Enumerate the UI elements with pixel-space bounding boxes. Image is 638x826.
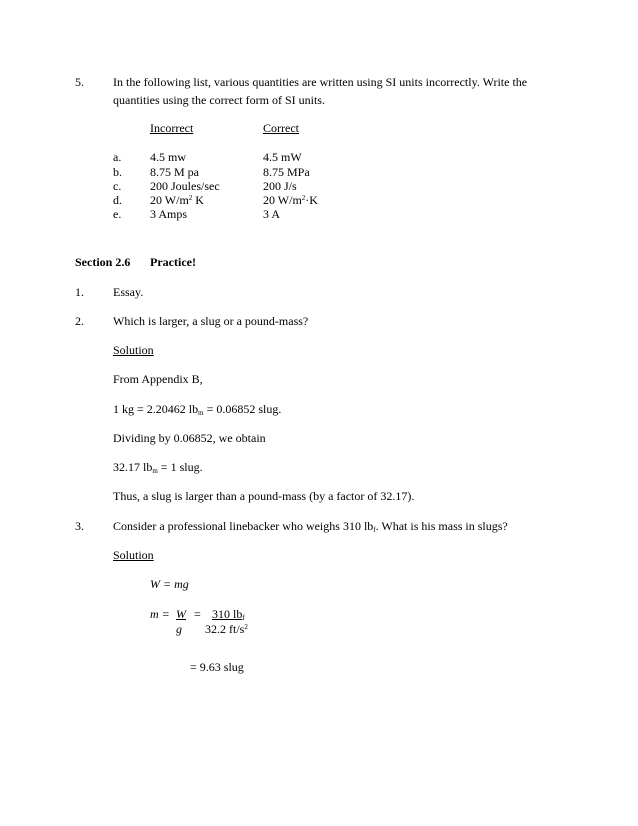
row-label: c. <box>113 179 122 193</box>
fraction-denominator-g: g <box>176 622 182 636</box>
row-incorrect: 3 Amps <box>150 207 188 221</box>
row-incorrect: 20 $W/m^2$ K <box>150 193 204 207</box>
mass-result: = 9.63 slug <box>190 660 244 674</box>
row-label: a. <box>113 150 122 164</box>
problem-5-number: 5. <box>75 75 84 89</box>
problem-2-dividing: Dividing by 0.06852, we obtain <box>113 431 266 445</box>
problem-2-equation-2: 32.17 $lb_m = 1$ slug. <box>113 460 203 475</box>
row-incorrect: 8.75 M pa <box>150 165 199 179</box>
problem-2-conclusion: Thus, a slug is larger than a pound-mass (by a factor of 32.17). <box>113 489 415 503</box>
problem-2-question: Which is larger, a slug or a pound-mass? <box>113 314 309 328</box>
row-label: b. <box>113 165 122 179</box>
section-title: Practice! <box>150 255 196 269</box>
fraction-numerator-weight: 310 $lb_f$ <box>212 607 245 622</box>
section-label: Section 2.6 <box>75 255 131 269</box>
problem-3-number: 3. <box>75 519 84 533</box>
header-incorrect: Incorrect <box>150 121 194 135</box>
row-correct: 4.5 mW <box>263 150 302 164</box>
row-incorrect: 4.5 mw <box>150 150 186 164</box>
problem-5-text-line1: In the following list, various quantities are written using SI units incorrectly. Write the <box>113 75 528 89</box>
fraction-denominator-gravity: 32.2 $ft/s^2$ <box>205 622 248 636</box>
equals-sign: = <box>194 607 201 621</box>
problem-2-solution-heading: Solution <box>113 343 154 357</box>
row-correct: 200 J/s <box>263 179 297 193</box>
problem-1-number: 1. <box>75 285 84 299</box>
problem-3-solution-heading: Solution <box>113 548 154 562</box>
problem-1-text: Essay. <box>113 285 144 299</box>
weight-equation: W = mg <box>150 577 189 591</box>
row-correct: 3 A <box>263 207 281 221</box>
problem-2-from-appendix: From Appendix B, <box>113 372 203 386</box>
row-correct: 8.75 MPa <box>263 165 310 179</box>
problem-5-text-line2: quantities using the correct form of SI units. <box>113 93 325 107</box>
row-label: d. <box>113 193 122 207</box>
fraction-numerator-w: W <box>176 607 186 621</box>
row-correct: 20 $W/m^2\cdot K$ <box>263 193 318 207</box>
problem-3-question: Consider a professional linebacker who weighs 310 $lb_f$. What is his mass in slugs? <box>113 519 508 534</box>
row-incorrect: 200 Joules/sec <box>150 179 220 193</box>
problem-2-equation-1: 1 kg = 2.20462 $lb_m = 0.06852$ slug. <box>113 402 282 417</box>
header-correct: Correct <box>263 121 299 135</box>
problem-2-number: 2. <box>75 314 84 328</box>
row-label: e. <box>113 207 122 221</box>
mass-lhs: m = <box>150 607 170 621</box>
